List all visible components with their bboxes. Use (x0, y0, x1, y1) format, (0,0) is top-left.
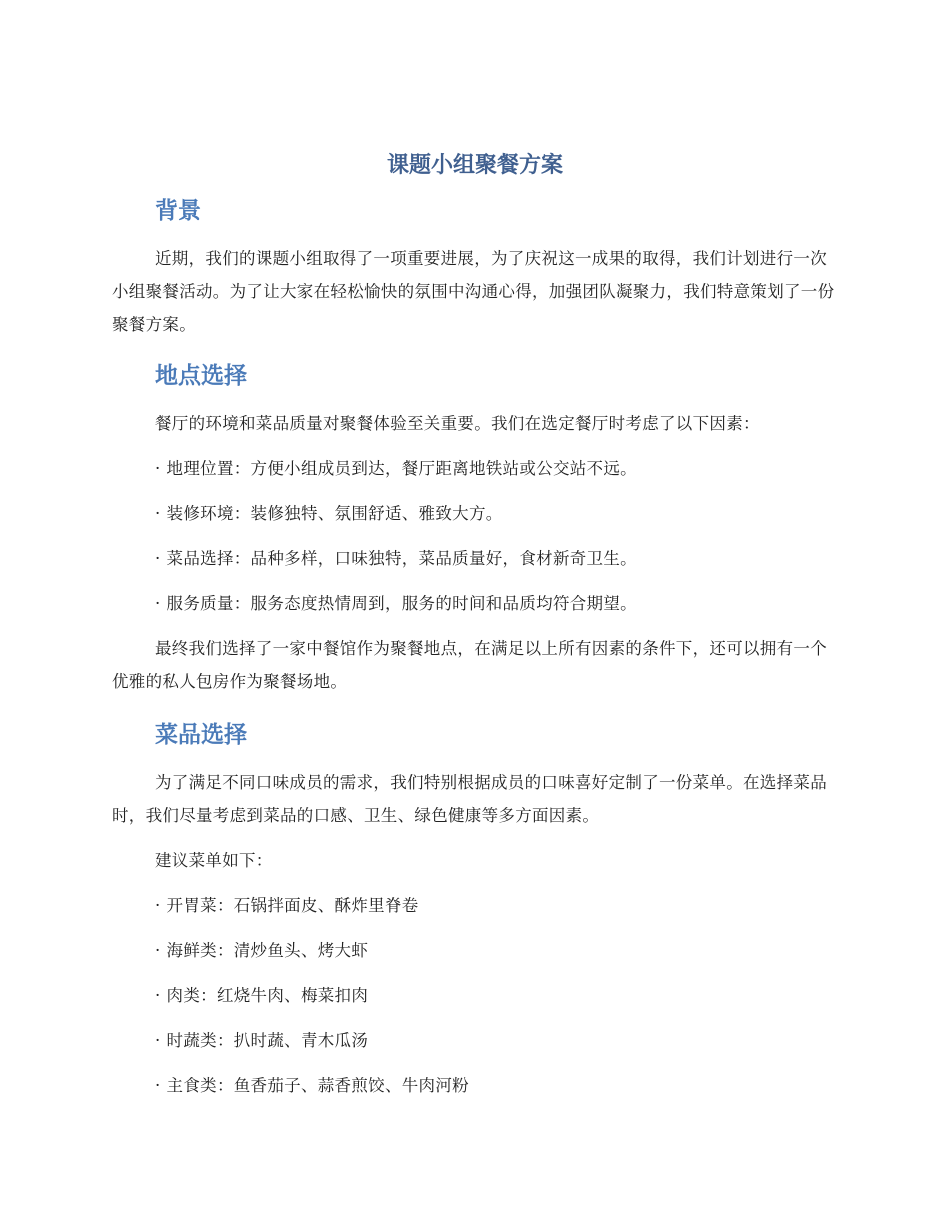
bullet-dot: · (155, 459, 161, 478)
location-bullet (155, 502, 503, 526)
bullet-text: 菜品选择：品种多样，口味独特，菜品质量好，食材新奇卫生。 (166, 549, 637, 568)
document-title: 课题小组聚餐方案 (386, 153, 563, 178)
menu-item (155, 894, 419, 918)
menu-item (155, 939, 368, 963)
menu-item (155, 984, 368, 1008)
bullet-text: 服务质量：服务态度热情周到，服务的时间和品质均符合期望。 (166, 594, 637, 613)
location-bullet (155, 592, 637, 616)
heading-location: 地点选择 (155, 363, 247, 389)
bullet-dot: · (155, 594, 161, 613)
bullet-text: 海鲜类：清炒鱼头、烤大虾 (166, 941, 369, 960)
heading-background: 背景 (155, 198, 201, 224)
bullet-text: 地理位置：方便小组成员到达，餐厅距离地铁站或公交站不远。 (166, 459, 637, 478)
bullet-dot: · (155, 1076, 161, 1095)
menu-item (155, 1074, 469, 1098)
location-bullet (155, 547, 637, 571)
bullet-text: 主食类：鱼香茄子、蒜香煎饺、牛肉河粉 (166, 1076, 469, 1095)
bullet-text: 时蔬类：扒时蔬、青木瓜汤 (166, 1031, 369, 1050)
dishes-paragraph: 为了满足不同口味成员的需求，我们特别根据成员的口味喜好定制了一份菜单。在选择菜品时，我们尽量考虑到菜品的口感、卫生、绿色健康等多方面因素。 (112, 773, 827, 825)
bullet-dot: · (155, 986, 161, 1005)
heading-dishes: 菜品选择 (155, 722, 247, 748)
menu-intro: 建议菜单如下： (155, 851, 273, 870)
menu-item (155, 1029, 368, 1053)
bullet-dot: · (155, 896, 161, 915)
bullet-dot: · (155, 504, 161, 523)
bullet-dot: · (155, 549, 161, 568)
bullet-dot: · (155, 941, 161, 960)
location-intro: 餐厅的环境和菜品质量对聚餐体验至关重要。我们在选定餐厅时考虑了以下因素： (155, 414, 760, 433)
bullet-text: 开胃菜：石锅拌面皮、酥炸里脊卷 (166, 896, 419, 915)
background-paragraph: 近期，我们的课题小组取得了一项重要进展，为了庆祝这一成果的取得，我们计划进行一次小组聚餐活动。为了让大家在轻松愉快的氛围中沟通心得，加强团队凝聚力，我们特意策划了一份聚餐方案。 (112, 249, 835, 334)
bullet-text: 肉类：红烧牛肉、梅菜扣肉 (166, 986, 369, 1005)
location-conclusion: 最终我们选择了一家中餐馆作为聚餐地点，在满足以上所有因素的条件下，还可以拥有一个优雅的私人包房作为聚餐场地。 (112, 639, 827, 691)
location-bullet (155, 457, 637, 481)
bullet-text: 装修环境：装修独特、氛围舒适、雅致大方。 (166, 504, 503, 523)
bullet-dot: · (155, 1031, 161, 1050)
